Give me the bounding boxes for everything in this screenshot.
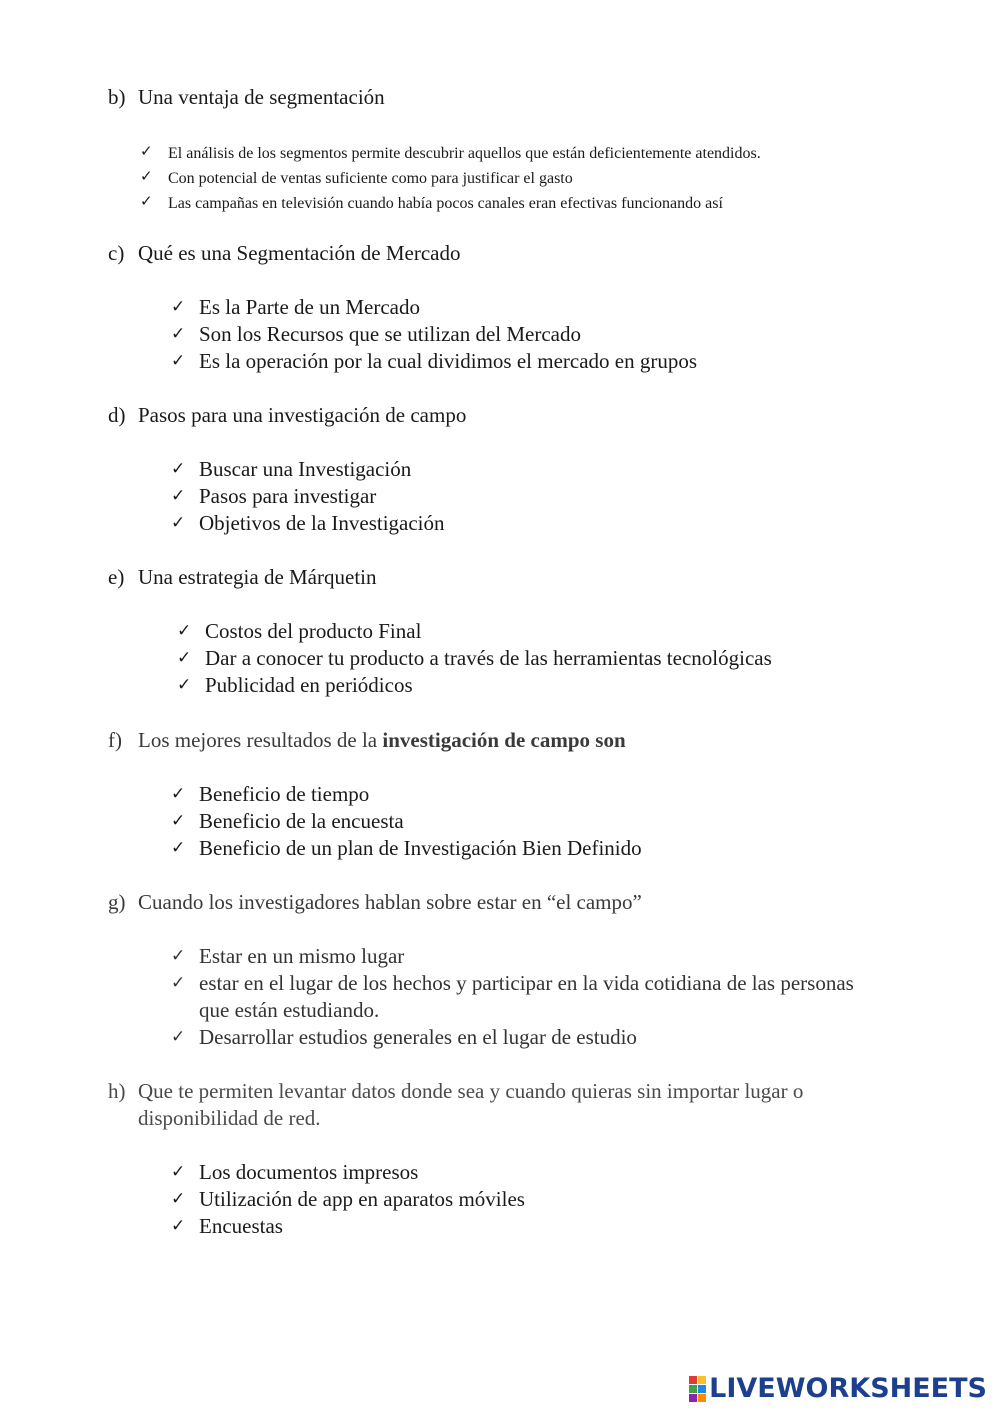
question-e — [108, 564, 898, 591]
option[interactable]: ✓ Objetivos de la Investigación — [171, 511, 445, 535]
option[interactable]: ✓ estar en el lugar de los hechos y participar en la vida cotidiana de las personas que están estudiando. — [171, 971, 854, 1022]
check-icon: ✓ — [171, 946, 186, 966]
check-icon: ✓ — [171, 513, 186, 533]
check-icon: ✓ — [171, 838, 186, 858]
question-letter: b) — [108, 85, 126, 109]
check-icon: ✓ — [171, 973, 186, 993]
check-icon: ✓ — [177, 621, 192, 641]
option[interactable]: ✓ Son los Recursos que se utilizan del Mercado — [171, 322, 581, 346]
check-icon: ✓ — [140, 192, 153, 210]
question-text: Qué es una Segmentación de Mercado — [138, 241, 461, 265]
question-text: Que te permiten levantar datos donde sea y cuando quieras sin importar lugar o — [138, 1079, 804, 1103]
question-text: Una estrategia de Márquetin — [138, 565, 377, 589]
question-c — [108, 240, 898, 267]
question-text: Una ventaja de segmentación — [138, 85, 385, 109]
option[interactable]: ✓ El análisis de los segmentos permite descubrir aquellos que están deficientemente atendidos. — [140, 141, 761, 166]
question-text-bold: investigación de campo son — [382, 728, 626, 752]
question-text: Los mejores resultados de la — [138, 728, 383, 752]
option[interactable]: ✓ Pasos para investigar — [171, 484, 377, 508]
check-icon: ✓ — [177, 648, 192, 668]
question-text: Cuando los investigadores hablan sobre estar en “el campo” — [138, 890, 642, 914]
option[interactable]: ✓ Desarrollar estudios generales en el lugar de estudio — [171, 1025, 637, 1049]
question-letter: h) — [108, 1079, 126, 1103]
option[interactable]: ✓ Beneficio de un plan de Investigación Bien Definido — [171, 836, 642, 860]
options-d — [171, 456, 445, 537]
option[interactable]: ✓ Es la operación por la cual dividimos el mercado en grupos — [171, 349, 698, 373]
option[interactable]: ✓ Encuestas — [171, 1214, 283, 1238]
liveworksheets-logo — [689, 1373, 987, 1404]
option[interactable]: ✓ Dar a conocer tu producto a través de las herramientas tecnológicas — [177, 646, 772, 670]
check-icon: ✓ — [171, 297, 186, 317]
options-b — [140, 141, 761, 216]
option[interactable]: ✓ Beneficio de tiempo — [171, 782, 370, 806]
question-letter: c) — [108, 241, 125, 265]
option[interactable]: ✓ Utilización de app en aparatos móviles — [171, 1187, 525, 1211]
logo-blocks-icon — [689, 1376, 706, 1402]
option[interactable]: ✓ Costos del producto Final — [177, 619, 422, 643]
check-icon: ✓ — [171, 1216, 186, 1236]
check-icon: ✓ — [171, 1189, 186, 1209]
question-b — [108, 84, 898, 111]
option[interactable]: ✓ Con potencial de ventas suficiente como para justificar el gasto — [140, 166, 761, 191]
options-e — [177, 618, 772, 699]
question-letter: e) — [108, 565, 125, 589]
check-icon: ✓ — [171, 1162, 186, 1182]
options-h — [171, 1159, 525, 1240]
question-letter: d) — [108, 403, 126, 427]
check-icon: ✓ — [140, 167, 153, 185]
question-text-continued: disponibilidad de red. — [138, 1106, 321, 1130]
option[interactable]: ✓ Publicidad en periódicos — [177, 673, 413, 697]
question-text: Pasos para una investigación de campo — [138, 403, 467, 427]
option[interactable]: ✓ Es la Parte de un Mercado — [171, 295, 421, 319]
check-icon: ✓ — [171, 811, 186, 831]
check-icon: ✓ — [177, 675, 192, 695]
question-d — [108, 402, 898, 429]
check-icon: ✓ — [171, 784, 186, 804]
check-icon: ✓ — [171, 1027, 186, 1047]
question-g — [108, 889, 898, 916]
check-icon: ✓ — [171, 324, 186, 344]
check-icon: ✓ — [171, 459, 186, 479]
options-g — [171, 943, 951, 1051]
question-letter: f) — [108, 728, 122, 752]
check-icon: ✓ — [171, 351, 186, 371]
question-letter: g) — [108, 890, 126, 914]
options-c — [171, 294, 697, 375]
logo-text: LIVEWORKSHEETS — [709, 1373, 987, 1404]
option[interactable]: ✓ Los documentos impresos — [171, 1160, 419, 1184]
question-h — [108, 1078, 898, 1132]
check-icon: ✓ — [171, 486, 186, 506]
options-f — [171, 781, 642, 862]
option[interactable]: ✓ Beneficio de la encuesta — [171, 809, 404, 833]
check-icon: ✓ — [140, 142, 153, 160]
question-f — [108, 727, 898, 754]
option[interactable]: ✓ Buscar una Investigación — [171, 457, 412, 481]
option[interactable]: ✓ Estar en un mismo lugar — [171, 944, 405, 968]
option[interactable]: ✓ Las campañas en televisión cuando había pocos canales eran efectivas funcionando así — [140, 191, 761, 216]
